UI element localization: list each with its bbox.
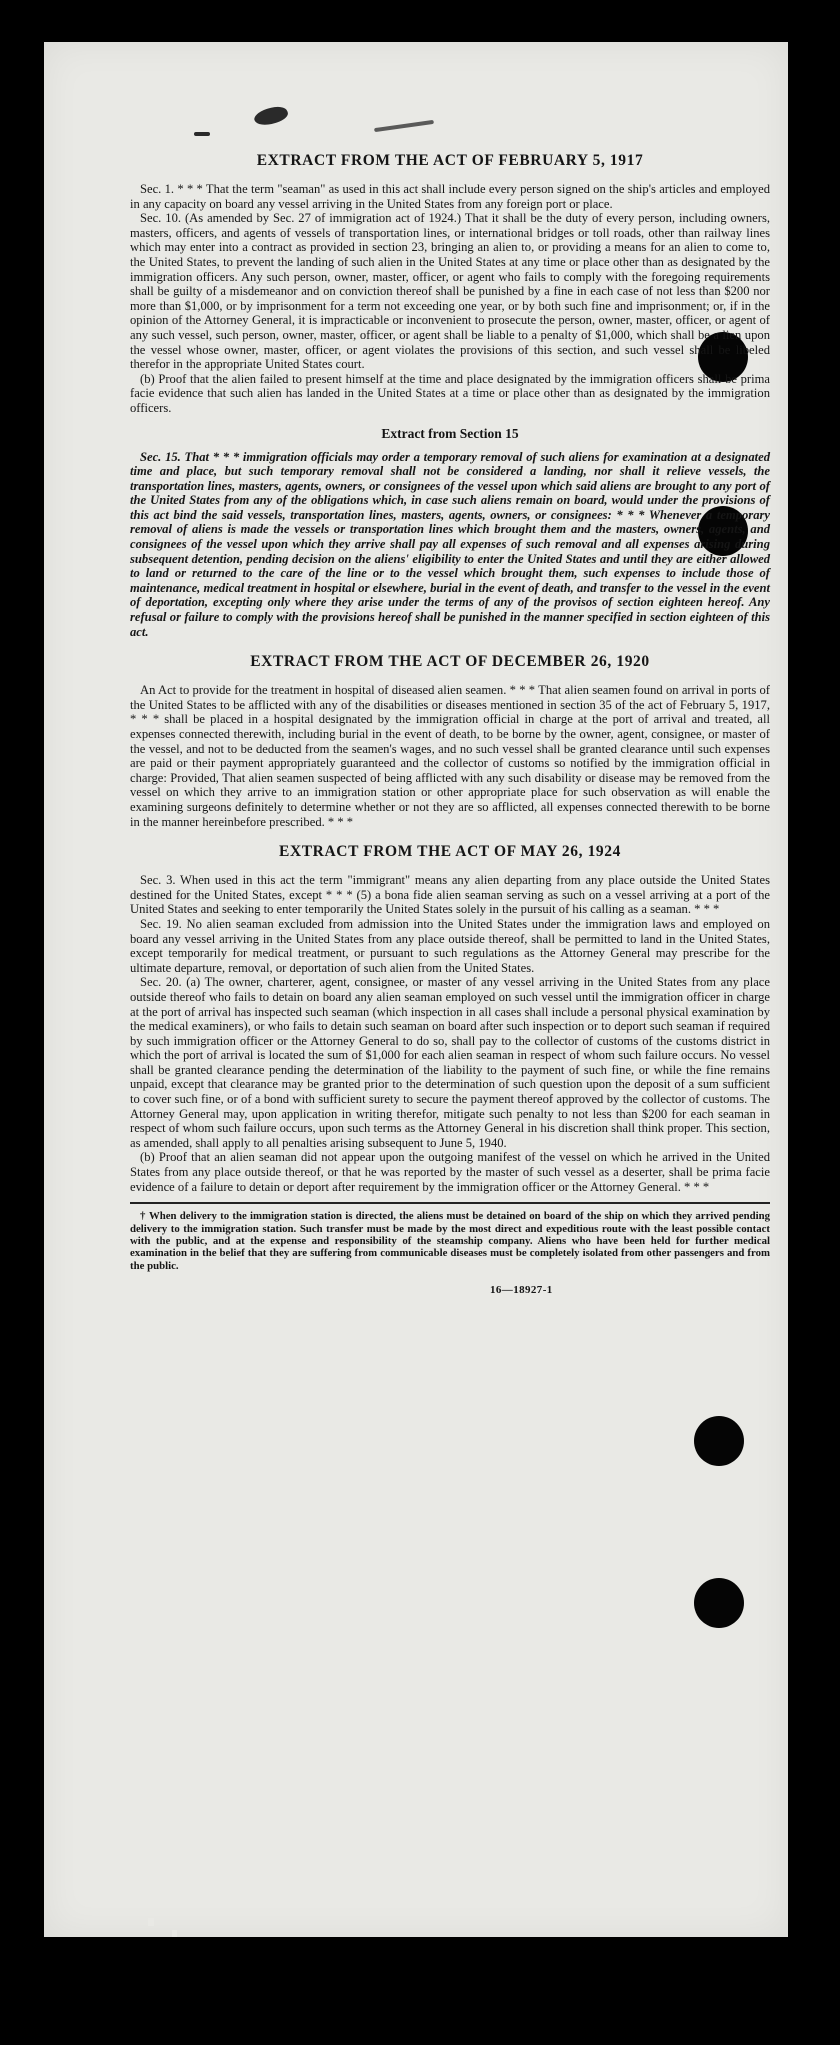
paragraph-sec-10: Sec. 10. (As amended by Sec. 27 of immigration act of 1924.) That it shall be the duty of every person, including owners, masters, officers, and agents of vessels of transportation lines, or international bridges or toll roads, other than railway lines which may enter into a contract as provided in section 23, bringing an alien to, or providing a means for an alien to come to, the United States, to prevent the landing of such alien in the United States at any time or place other than as designated by the immigration officers. Any such person, owner, master, officer, or agent who fails to comply with the foregoing requirements shall be guilty of a misdemeanor and on conviction thereof shall be punished by a fine in each case of not less than $200 nor more than $1,000, or by imprisonment for a term not exceeding one year, or by both such fine and imprisonment; or, if in the opinion of the Attorney General, it is impracticable or inconvenient to prosecute the person, owner, master, officer, or agent of any such vessel, such person, owner, master, officer, or agent shall be liable to a penalty of $1,000, which shall be a lien upon the vessel whose owner, master, officer, or agent violates the provisions of this section, and such vessel shall be libeled therefor in the appropriate United States court.	[130, 211, 770, 372]
ink-smudge	[252, 103, 289, 129]
form-number: 16—18927-1	[490, 1284, 553, 1297]
document-page	[44, 42, 788, 1937]
heading-act-1920: EXTRACT FROM THE ACT OF DECEMBER 26, 1920	[250, 653, 650, 671]
punch-hole	[694, 1578, 744, 1628]
subheading-section-15: Extract from Section 15	[381, 425, 519, 441]
paragraph-sec-3: Sec. 3. When used in this act the term "immigrant" means any alien departing from any place outside the United States destined for the United States, except * * * (5) a bona fide alien seaman serving as such on a vessel arriving at a port of the United States and seeking to enter temporarily the United States solely in the pursuit of his calling as a seaman. * * *	[130, 873, 770, 917]
document-content	[130, 152, 770, 1296]
paragraph-act-1920: An Act to provide for the treatment in hospital of diseased alien seamen. * * * That alien seamen found on arrival in ports of the United States to be afflicted with any of the disabilities or diseases mentioned in section 35 of the act of February 5, 1917, * * * shall be placed in a hospital designated by the immigration official in charge at the port of arrival and treated, all expenses connected therewith, including burial in the event of death, to be borne by the owner, agent, consignee, or master of the vessel, and not to be deducted from the seamen's wages, and no such vessel shall be granted clearance until such expenses are paid or their payment appropriately guaranteed and the collector of customs so notified by the immigration official in charge: Provided, That alien seamen suspected of being afflicted with any such disability or disease may be removed from the vessel on which they arrive to an immigration station or other appropriate place for such observation as will enable the examining surgeons definitely to determine whether or not they are so afflicted, all expenses connected therewith to be borne in the manner hereinbefore prescribed. * * *	[130, 683, 770, 829]
heading-act-1917: EXTRACT FROM THE ACT OF FEBRUARY 5, 1917	[256, 152, 644, 169]
ink-smudge	[374, 120, 434, 132]
paragraph-sec-10b: (b) Proof that the alien failed to present himself at the time and place designated by the immigration officers shall be prima facie evidence that such alien has landed in the United States at a time or place other than as designated by the immigration officers.	[130, 371, 770, 415]
scan-mark	[148, 1918, 154, 1926]
scan-mark	[172, 1930, 177, 1937]
footnote-divider	[130, 1202, 770, 1204]
ink-smudge	[194, 132, 210, 136]
footnote: † When delivery to the immigration station is directed, the aliens must be detained on board of the ship on which they arrived pending delivery to the immigration station. Such transfer must be made by the most direct and expeditious route with the least possible contact with the public, and at the expense and responsibility of the steamship company. Aliens who have been held for further medical examination in the belief that they are suffering from communicable diseases must be completely isolated from other passengers and from the public.	[130, 1210, 770, 1272]
paragraph-sec-20a: Sec. 20. (a) The owner, charterer, agent, consignee, or master of any vessel arriving in the United States from any place outside thereof who fails to detain on board any alien seaman employed on such vessel until the immigration officer in charge at the port of arrival has inspected such seaman (which inspection in all cases shall include a personal physical examination by the medical examiners), or who fails to detain such seaman on board after such inspection or to deport such seaman if required by such immigration officer or the Attorney General to do so, shall pay to the collector of customs of the customs district in which the port of arrival is located the sum of $1,000 for each alien seaman in respect of whom such failure occurs. No vessel shall be granted clearance pending the determination of the liability to the payment of such fine, or while the fine remains unpaid, except that clearance may be granted prior to the determination of such question upon the deposit of a sum sufficient to cover such fine, or of a bond with sufficient surety to secure the payment thereof approved by the collector of customs. The Attorney General may, upon application in writing therefor, mitigate such penalty to not less than $200 for each seaman in respect of whom such failure occurs, upon such terms as the Attorney General in his discretion shall think proper. This section, as amended, shall apply to all penalties arising subsequent to June 5, 1940.	[130, 975, 770, 1150]
paragraph-sec-15: Sec. 15. That * * * immigration officials may order a temporary removal of such aliens for examination at a designated time and place, but such temporary removal shall not be considered a landing, nor shall it relieve vessels, the transportation lines, masters, agents, owners, or consignees of the vessel upon which said aliens are brought to any port of the United States from any of the obligations which, in case such aliens remain on board, would under the provisions of this act bind the said vessels, transportation lines, masters, agents, owners, or consignees: * * * Whenever a temporary removal of aliens is made the vessels or transportation lines which brought them and the masters, owners, agents, and consignees of the vessel upon which they arrive shall pay all expenses of such removal and all expenses arising during subsequent detention, pending decision on the aliens' eligibility to enter the United States and until they are either allowed to land or returned to the care of the line or to the vessel which brought them, such expenses to include those of maintenance, medical treatment in hospital or elsewhere, burial in the event of death, and transfer to the vessel in the event of deportation, excepting only where they arise under the terms of any of the provisos of section eighteen hereof. Any refusal or failure to comply with the provisions hereof shall be punished in the manner specified in section eighteen of this act.	[130, 449, 770, 639]
paragraph-sec-1: Sec. 1. * * * That the term "seaman" as used in this act shall include every person signed on the ship's articles and employed in any capacity on board any vessel arriving in the United States from any foreign port or place.	[130, 182, 770, 211]
heading-act-1924: EXTRACT FROM THE ACT OF MAY 26, 1924	[279, 843, 621, 861]
paragraph-sec-19: Sec. 19. No alien seaman excluded from admission into the United States under the immigration laws and employed on board any vessel arriving in the United States from any place outside thereof, shall be permitted to land in the United States, except temporarily for medical treatment, or pursuant to such regulations as the Attorney General may prescribe for the ultimate departure, removal, or deportation of such alien from the United States.	[130, 916, 770, 975]
punch-hole	[694, 1416, 744, 1466]
paragraph-sec-20b: (b) Proof that an alien seaman did not appear upon the outgoing manifest of the vessel on which he arrived in the United States from any place outside thereof, or that he was reported by the master of such vessel as a deserter, shall be prima facie evidence of a failure to detain or deport after requirement by the immigration officer or the Attorney General. * * *	[130, 1150, 770, 1194]
